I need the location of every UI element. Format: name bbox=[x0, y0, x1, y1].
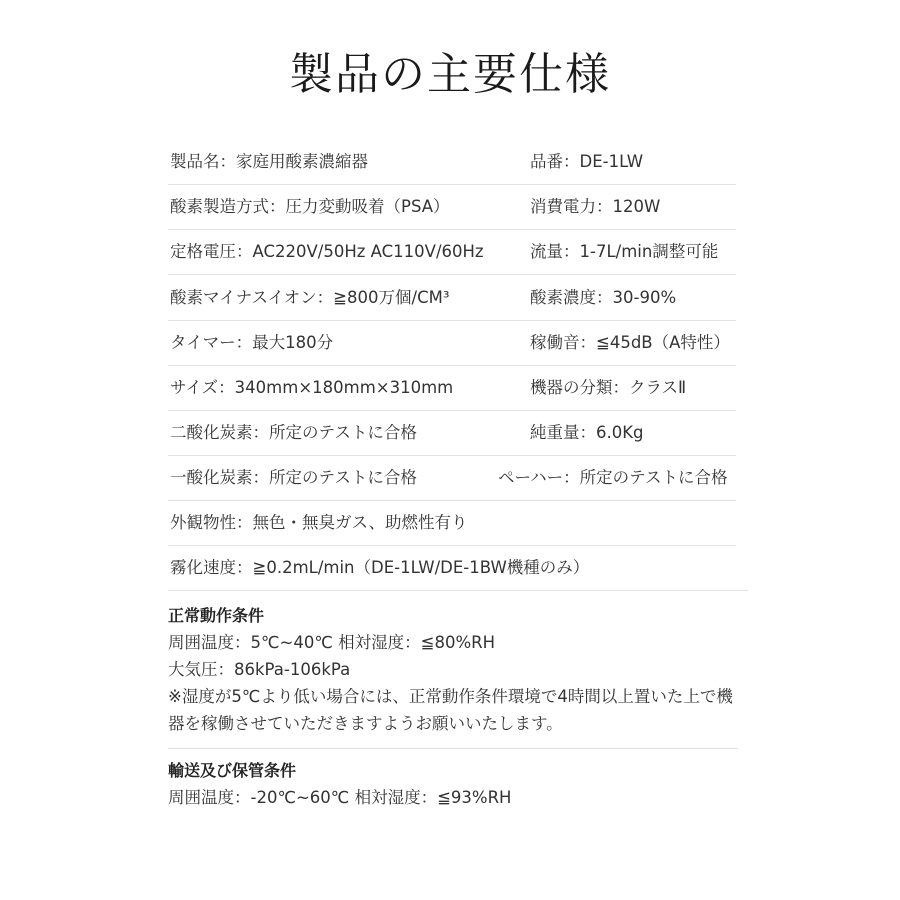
operating-conditions bbox=[168, 602, 738, 737]
spec-row bbox=[168, 276, 736, 321]
spec-size: サイズ：340mm×180mm×310mm bbox=[170, 378, 454, 397]
spec-power-consumption: 消費電力：120W bbox=[530, 197, 661, 216]
transport-conditions-heading: 輸送及び保管条件 bbox=[168, 761, 297, 780]
operating-temperature: 周囲温度：5℃~40℃ 相対湿度：≦80%RH bbox=[168, 633, 495, 652]
transport-temperature: 周囲温度：-20℃~60℃ 相対湿度：≦93%RH bbox=[168, 788, 512, 807]
spec-oxygen-concentration: 酸素濃度：30-90% bbox=[530, 288, 677, 307]
spec-row bbox=[168, 321, 736, 366]
spec-row bbox=[168, 456, 736, 501]
spec-model-number: 品番：DE-1LW bbox=[530, 152, 644, 171]
transport-conditions bbox=[168, 757, 738, 811]
spec-row bbox=[168, 411, 736, 456]
spec-negative-ions: 酸素マイナスイオン：≧800万個/CM³ bbox=[170, 288, 450, 307]
spec-noise: 稼働音：≦45dB（A特性） bbox=[530, 333, 730, 352]
spec-row bbox=[168, 366, 736, 411]
spec-ph: ペーハー：所定のテストに合格 bbox=[498, 468, 728, 487]
operating-pressure: 大気圧：86kPa-106kPa bbox=[168, 660, 351, 679]
spec-appearance: 外観物性：無色・無臭ガス、助燃性有り bbox=[170, 513, 468, 532]
page-title: 製品の主要仕様 bbox=[289, 49, 611, 100]
spec-timer: タイマー：最大180分 bbox=[170, 333, 334, 352]
spec-device-class: 機器の分類：クラスⅡ bbox=[530, 378, 687, 397]
spec-rated-voltage: 定格電圧：AC220V/50Hz AC110V/60Hz bbox=[170, 242, 484, 261]
spec-atomization-rate: 霧化速度：≧0.2mL/min（DE-1LW/DE-1BW機種のみ） bbox=[170, 558, 590, 577]
spec-product-name: 製品名：家庭用酸素濃縮器 bbox=[170, 152, 368, 171]
spec-carbon-monoxide: 一酸化炭素：所定のテストに合格 bbox=[170, 468, 417, 487]
spec-row bbox=[168, 185, 736, 230]
spec-row bbox=[168, 230, 736, 275]
operating-note-continued: 器を稼働させていただきますようお願いいたします。 bbox=[168, 714, 563, 733]
operating-note: ※湿度が5℃より低い場合には、正常動作条件環境で4時間以上置いた上で機 bbox=[168, 687, 733, 706]
operating-conditions-heading: 正常動作条件 bbox=[168, 606, 265, 625]
spec-row bbox=[168, 501, 736, 546]
spec-row bbox=[168, 546, 748, 591]
spec-net-weight: 純重量：6.0Kg bbox=[530, 423, 644, 442]
spec-row bbox=[168, 140, 736, 185]
spec-flow-rate: 流量：1-7L/min調整可能 bbox=[530, 242, 719, 261]
spec-carbon-dioxide: 二酸化炭素：所定のテストに合格 bbox=[170, 423, 417, 442]
spec-oxygen-method: 酸素製造方式：圧力変動吸着（PSA） bbox=[170, 197, 450, 216]
section-divider bbox=[168, 748, 738, 749]
